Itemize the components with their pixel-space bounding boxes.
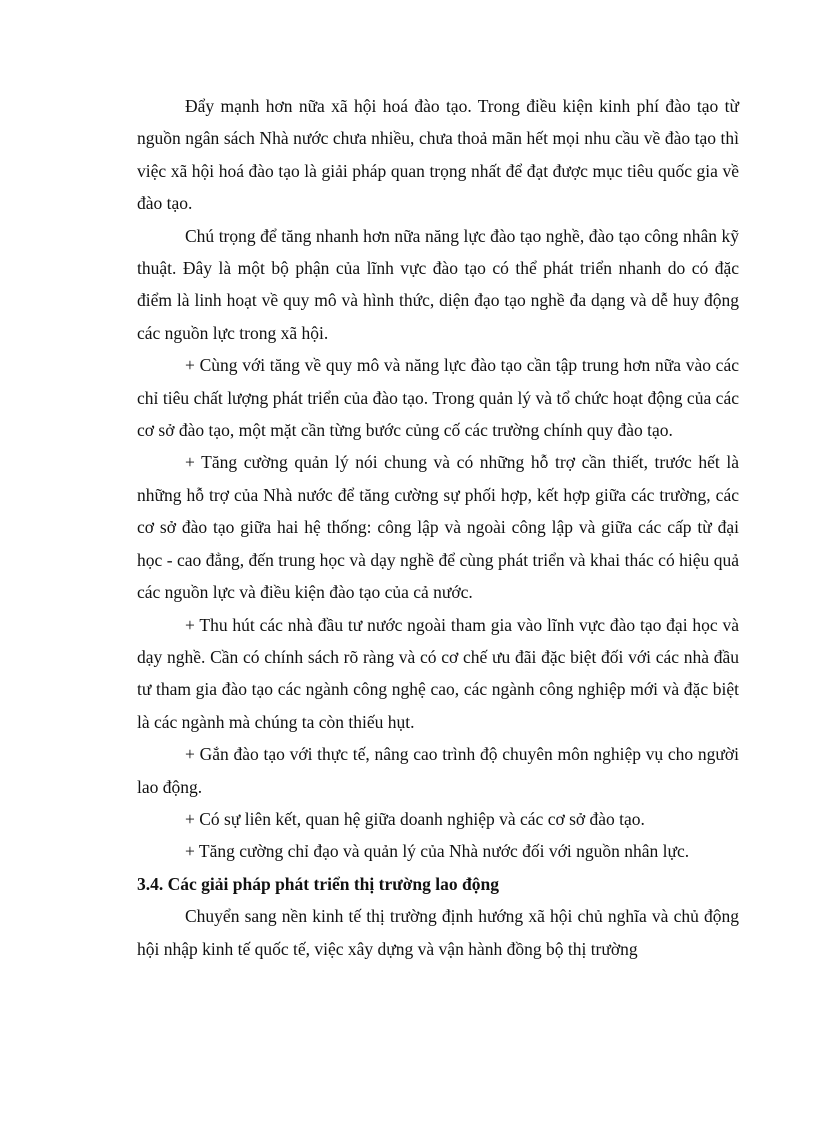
- paragraph-labor-market: Chuyển sang nền kinh tế thị trường định hướng xã hội chủ nghĩa và chủ động hội nhập kinh tế quốc tế, việc xây dựng và vận hành đồng bộ thị trường: [137, 906, 739, 959]
- paragraph-state-management: + Tăng cường chỉ đạo và quản lý của Nhà nước đối với nguồn nhân lực.: [185, 841, 690, 862]
- paragraph-management-support: + Tăng cường quản lý nói chung và có những hỗ trợ cần thiết, trước hết là những hỗ trợ của Nhà nước để tăng cường sự phối hợp, kết hợp giữa các trường, các cơ sở đào tạo giữa hai hệ thống: công lập và ngoài công lập và giữa các cấp từ đại học - cao đẳng, đến trung học và dạy nghề để cùng phát triển và khai thác có hiệu quả các nguồn lực và điều kiện đào tạo của cả nước.: [137, 452, 739, 603]
- paragraph-vocational-training: Chú trọng để tăng nhanh hơn nữa năng lực đào tạo nghề, đào tạo công nhân kỹ thuật. Đây là một bộ phận của lĩnh vực đào tạo có thể phát triển nhanh do có đặc điểm là linh hoạt về quy mô và hình thức, diện đạo tạo nghề đa dạng và dễ huy động các nguồn lực trong xã hội.: [137, 225, 739, 343]
- document-body: [137, 90, 739, 965]
- section-heading: 3.4. Các giải pháp phát triển thị trường lao động: [137, 873, 499, 894]
- paragraph-practical-training: + Gắn đào tạo với thực tế, nâng cao trình độ chuyên môn nghiệp vụ cho người lao động.: [137, 744, 739, 797]
- paragraph-quality-indicators: + Cùng với tăng về quy mô và năng lực đào tạo cần tập trung hơn nữa vào các chỉ tiêu chất lượng phát triển của đào tạo. Trong quản lý và tổ chức hoạt động của các cơ sở đào tạo, một mặt cần từng bước củng cố các trường chính quy đào tạo.: [137, 355, 739, 441]
- paragraph-enterprise-links: + Có sự liên kết, quan hệ giữa doanh nghiệp và các cơ sở đào tạo.: [185, 808, 645, 829]
- paragraph-socialization: Đẩy mạnh hơn nữa xã hội hoá đào tạo. Trong điều kiện kinh phí đào tạo từ nguồn ngân sách Nhà nước chưa nhiều, chưa thoả mãn hết mọi nhu cầu về đào tạo thì việc xã hội hoá đào tạo là giải pháp quan trọng nhất để đạt được mục tiêu quốc gia về đào tạo.: [137, 96, 739, 214]
- paragraph-foreign-investors: + Thu hút các nhà đầu tư nước ngoài tham gia vào lĩnh vực đào tạo đại học và dạy nghề. Cần có chính sách rõ ràng và có cơ chế ưu đãi đặc biệt đối với các nhà đầu tư tham gia đào tạo các ngành công nghệ cao, các ngành công nghiệp mới và đặc biệt là các ngành mà chúng ta còn thiếu hụt.: [137, 614, 739, 732]
